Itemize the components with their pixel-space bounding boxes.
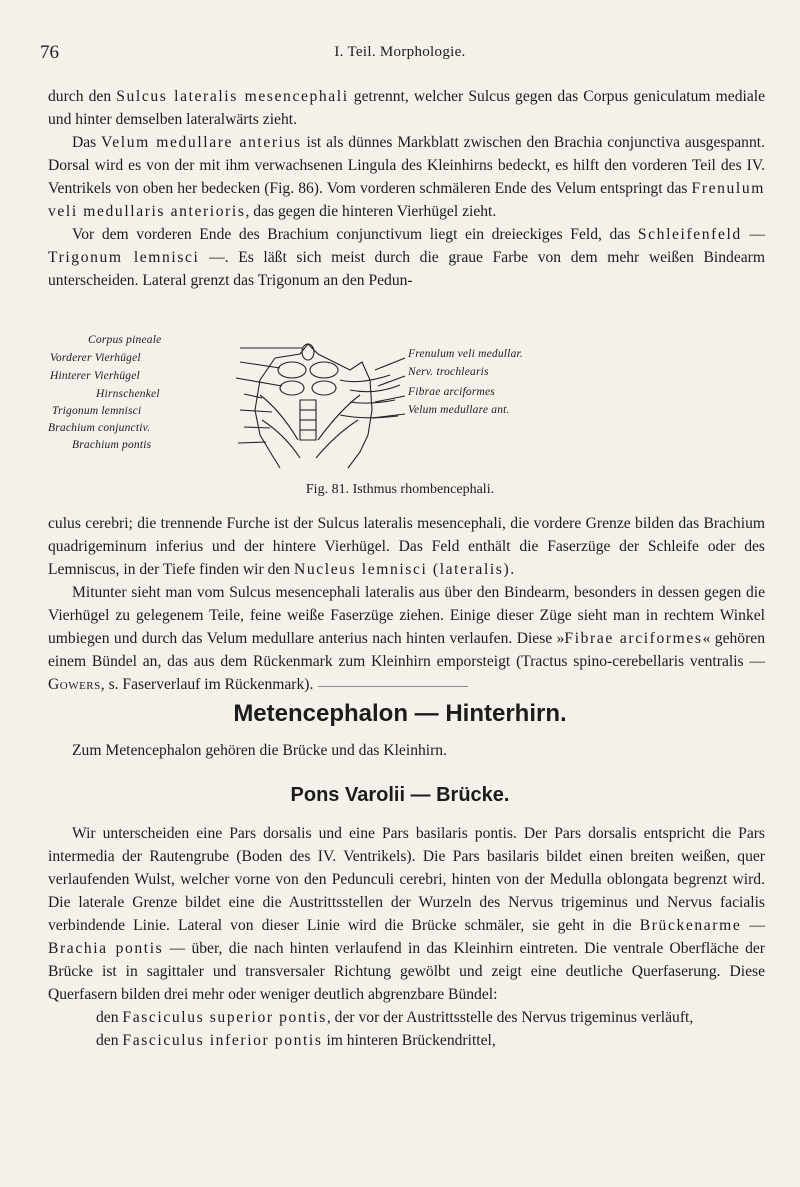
text-run: Wir unterscheiden eine Pars dorsalis und eine Pars basilaris pontis. Der Pars dorsalis entspricht die Pars intermedia der Rautengrube (Boden des IV. Ventrikels). Die Pars basilaris bildet einen breiten weißen, quer verlaufenden Wulst, welcher vorne von den Pedunculi cerebri, hinten von der Medulla oblongata begrenzt wird. Die laterale Grenze bildet eine die Austrittsstellen der Wurzeln des Nervus trigeminus und Nervus facialis verbindende Linie. Lateral von dieser Linie wird die Brücke schmäler, sie geht in die [48, 825, 765, 934]
text-block-middle [48, 512, 765, 696]
text-run: « gehören einem Bündel an, das aus dem Rückenmark zum Kleinhirn emporsteigt (Tractus spino-cerebellaris ventralis — [48, 630, 766, 670]
list-item [48, 1029, 765, 1052]
figure-label: Frenulum veli medullar. [408, 348, 524, 360]
spaced-term: Trigonum lemnisci [48, 249, 200, 266]
figure-isthmus [48, 334, 760, 470]
list-item [48, 1006, 765, 1029]
figure-label: Nerv. trochlearis [408, 366, 489, 378]
subsection-heading: Pons Varolii — Brücke. [290, 784, 510, 806]
spaced-term: Fibrae arciformes [564, 630, 703, 647]
text-run: Vor dem vorderen Ende des Brachium conjunctivum liegt ein dreieckiges Feld, das [72, 226, 638, 243]
page-header [40, 42, 760, 66]
paragraph [48, 223, 765, 292]
text-run: culus cerebri; die trennende Furche ist der Sulcus lateralis mesencephali, die vordere Grenze bilden das Brachium quadrigeminum inferius und der hintere Vierhügel. Das Feld enthält die Faserzüge der Schleife oder des Lemniscus, in der Tiefe finden wir den [48, 515, 765, 578]
paragraph [48, 581, 765, 696]
figure-label: Fibrae arciformes [408, 386, 495, 398]
text-block-top [48, 85, 765, 292]
page-number: 76 [40, 42, 59, 63]
text-run: den [96, 1032, 123, 1049]
figure-label: Hinterer Vierhügel [50, 370, 140, 382]
text-run: durch den [48, 88, 117, 105]
text-run: im hinteren Brückendrittel, [322, 1032, 496, 1049]
spaced-term: Fasciculus inferior pontis [122, 1032, 323, 1049]
text-run: — [741, 226, 765, 243]
text-run: . [510, 561, 515, 578]
figure-label: Vorderer Vierhügel [50, 352, 141, 364]
text-run: Mitunter sieht man vom Sulcus mesencephali lateralis aus über den Bindearm, besonders in dessen gegen die Vierhügel zu gelegenem Teile, feine weiße Faserzüge ziehen. Einige dieser Züge sieht man in rechtem Winkel umbiegen und durch das Velum medullare anterius nach hinten verlaufen. Diese » [48, 584, 765, 647]
section-heading: Metencephalon — Hinterhirn. [233, 700, 567, 727]
paragraph [48, 512, 765, 581]
paragraph [48, 85, 765, 131]
text-run: , das gegen die hinteren Vierhügel zieht. [245, 203, 497, 220]
section-divider [318, 686, 468, 687]
spaced-term: Frenulum veli medullaris anterioris [48, 180, 765, 220]
author-name: Gowers [48, 676, 101, 693]
text-run: ist als dünnes Markblatt zwischen den Brachia conjunctiva ausgespannt. Dorsal wird es von der mit ihm verwachsenen Lingula des Kleinhirns bedeckt, es hilft den vorderen Teil des IV. Ventrikels von oben her bedecken (Fig. 86). Vom vorderen schmäleren Ende des Velum entspringt das [48, 134, 765, 197]
figure-label: Trigonum lemnisci [52, 405, 142, 417]
text-run: — [741, 917, 765, 934]
text-run: , s. Faserverlauf im Rückenmark). [100, 676, 314, 693]
spaced-term: Velum medullare anterius [101, 134, 302, 151]
figure-caption: Fig. 81. Isthmus rhombencephali. [305, 482, 495, 497]
spaced-term: Brachia pontis [48, 940, 164, 957]
text-run: Das [72, 134, 102, 151]
text-run: — über, die nach hinten verlaufend in das Kleinhirn eintreten. Die ventrale Oberfläche der Brücke ist in sagittaler und transversaler Richtung gewölbt und zeigt eine deutliche Querfaserung. Diese Querfasern bilden drei mehr oder weniger deutlich abgrenzbare Bündel: [48, 940, 765, 1003]
spaced-term: Fasciculus superior pontis [122, 1009, 327, 1026]
spaced-term: Sulcus lateralis mesencephali [116, 88, 349, 105]
spaced-term: Schleifenfeld [637, 226, 742, 243]
text-run: den [96, 1009, 123, 1026]
figure-label: Corpus pineale [88, 334, 162, 346]
figure-label: Hirnschenkel [96, 388, 160, 400]
figure-label: Brachium pontis [72, 439, 152, 451]
paragraph [48, 131, 765, 223]
running-title: I. Teil. Morphologie. [334, 44, 466, 60]
spaced-term: Nucleus lemnisci (lateralis) [294, 561, 511, 578]
figure-label: Velum medullare ant. [408, 404, 510, 416]
section-intro: Zum Metencephalon gehören die Brücke und das Kleinhirn. [72, 742, 448, 759]
text-run: getrennt, welcher Sulcus gegen das Corpus geniculatum mediale und hinter demselben lateralwärts zieht. [48, 88, 766, 128]
paragraph [48, 822, 765, 1006]
text-block-bottom [48, 822, 765, 1052]
text-run: —. Es läßt sich meist durch die graue Farbe von dem mehr weißen Bindearm unterscheiden. Lateral grenzt das Trigonum an den Pedun- [48, 249, 765, 289]
spaced-term: Brückenarme [639, 917, 742, 934]
figure-label: Brachium conjunctiv. [48, 422, 151, 434]
text-run: , der vor der Austrittsstelle des Nervus trigeminus verläuft, [326, 1009, 694, 1026]
